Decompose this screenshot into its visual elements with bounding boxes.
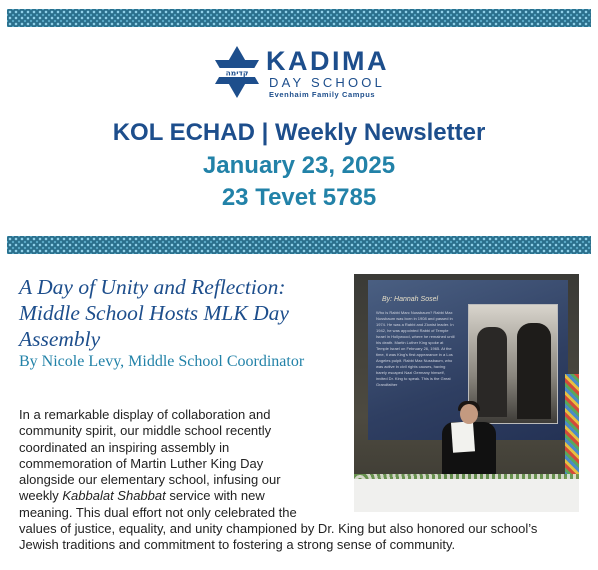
article-body-part1: In a remarkable display of collaboration and community spirit, our middle school recently coordinated an inspiring assembly in commemoration of Martin Luther King Day alongside our elementary school, infusing our weekly bbox=[19, 407, 281, 504]
article-body-part2b: values of justice, equality, and unity championed by Dr. King but also honored our school’s Jewish traditions and commitment to fostering a strong sense of community. bbox=[19, 521, 538, 553]
article-body-part2a: service with new meaning. This dual effort not only celebrated the bbox=[19, 488, 297, 520]
article-byline: By Nicole Levy, Middle School Coordinator bbox=[19, 353, 305, 370]
middle-pattern-divider bbox=[7, 236, 591, 254]
top-pattern-banner bbox=[7, 9, 591, 27]
logo-star-text: קדימה bbox=[225, 68, 249, 78]
article-title[interactable]: A Day of Unity and Reflection: Middle School Hosts MLK Day Assembly bbox=[19, 275, 289, 351]
logo-campus: Evenhaim Family Campus bbox=[269, 90, 376, 99]
newsletter-title: KOL ECHAD | Weekly Newsletter bbox=[112, 119, 486, 146]
screen-title: By: Hannah Sosel bbox=[382, 296, 439, 303]
historic-figure-right bbox=[517, 323, 551, 419]
article-body-emphasis: Kabbalat Shabbat bbox=[62, 488, 166, 504]
date-gregorian: January 23, 2025 bbox=[202, 152, 396, 179]
kadima-logo[interactable] bbox=[211, 44, 391, 100]
screen-text: Who is Rabbi Marc Nussbaum? Rabbi Max Nussbaum was born in 1908 and passed in 1974. He was a Rabbi and Zionist leader. In 1942, he was appointed Rabbi of Temple Israel in Hollywood, where he remained until his death. Martin Luther King spoke at Temple Israel on February 26, 1965. At the time, it was King's first appearance in a Los Angeles pulpit. Rabbi Max Nussbaum, who was active in civil rights causes, having barely escaped Nazi Germany himself, invited Dr. King to speak. This is the Great Grandfather bbox=[376, 310, 455, 387]
logo-subtitle: DAY SCHOOL bbox=[269, 75, 386, 90]
article-body bbox=[19, 407, 579, 554]
historic-photo bbox=[468, 304, 558, 424]
logo-wordmark: KADIMA bbox=[266, 46, 389, 76]
historic-figure-left bbox=[477, 327, 507, 417]
date-hebrew: 23 Tevet 5785 bbox=[221, 184, 377, 211]
star-of-david-icon bbox=[211, 44, 263, 100]
